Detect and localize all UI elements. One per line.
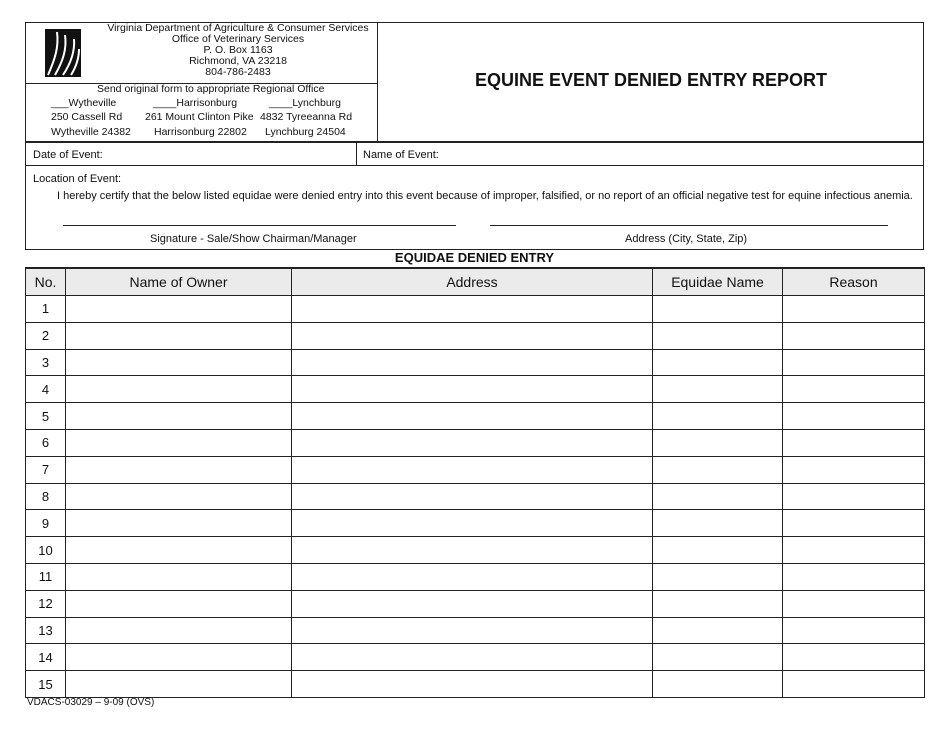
reason-cell[interactable]: [783, 296, 925, 323]
owner-cell[interactable]: [66, 322, 292, 349]
reason-cell[interactable]: [783, 456, 925, 483]
owner-cell[interactable]: [66, 429, 292, 456]
address-cell[interactable]: [292, 483, 653, 510]
equidae-name-cell[interactable]: [653, 322, 783, 349]
agency-office: Office of Veterinary Services: [171, 33, 305, 45]
address-line[interactable]: [490, 225, 888, 226]
agency-po-box: P. O. Box 1163: [203, 44, 273, 56]
equidae-name-cell[interactable]: [653, 429, 783, 456]
agency-name: Virginia Department of Agriculture & Consumer Services: [107, 22, 369, 34]
table-row: [26, 590, 925, 617]
agency-phone: 804-786-2483: [205, 66, 271, 78]
owner-cell[interactable]: [66, 296, 292, 323]
address-cell[interactable]: [292, 617, 653, 644]
owner-cell[interactable]: [66, 483, 292, 510]
table-row: [26, 671, 925, 698]
address-cell[interactable]: [292, 563, 653, 590]
address-cell[interactable]: [292, 376, 653, 403]
column-header-reason: Reason: [783, 268, 925, 296]
table-row: [26, 296, 925, 323]
equidae-name-cell[interactable]: [653, 563, 783, 590]
equidae-name-cell[interactable]: [653, 537, 783, 564]
reason-cell[interactable]: [783, 590, 925, 617]
reason-cell[interactable]: [783, 322, 925, 349]
event-row-divider: [356, 142, 357, 166]
table-row: [26, 617, 925, 644]
row-number: 8: [26, 483, 66, 510]
equidae-name-cell[interactable]: [653, 403, 783, 430]
address-cell[interactable]: [292, 429, 653, 456]
agency-city: Richmond, VA 23218: [189, 55, 287, 67]
row-number: 15: [26, 671, 66, 698]
column-header-no: No.: [26, 268, 66, 296]
table-row: [26, 563, 925, 590]
location-of-event-field[interactable]: Location of Event:: [33, 173, 122, 185]
form-number: VDACS-03029 – 9-09 (OVS): [27, 697, 155, 708]
equidae-name-cell[interactable]: [653, 510, 783, 537]
address-cell[interactable]: [292, 322, 653, 349]
owner-cell[interactable]: [66, 590, 292, 617]
address-cell[interactable]: [292, 644, 653, 671]
owner-cell[interactable]: [66, 510, 292, 537]
event-row: [25, 142, 924, 166]
equidae-name-cell[interactable]: [653, 617, 783, 644]
owner-cell[interactable]: [66, 403, 292, 430]
reason-cell[interactable]: [783, 403, 925, 430]
reason-cell[interactable]: [783, 429, 925, 456]
equidae-name-cell[interactable]: [653, 349, 783, 376]
signature-label: Signature - Sale/Show Chairman/Manager: [150, 233, 357, 245]
row-number: 4: [26, 376, 66, 403]
office-lynchburg-checkbox[interactable]: ____Lynchburg: [269, 97, 342, 109]
owner-cell[interactable]: [66, 563, 292, 590]
equidae-name-cell[interactable]: [653, 296, 783, 323]
address-cell[interactable]: [292, 510, 653, 537]
office-instruction: Send original form to appropriate Regional Office: [97, 83, 325, 95]
row-number: 3: [26, 349, 66, 376]
reason-cell[interactable]: [783, 483, 925, 510]
table-row: [26, 403, 925, 430]
reason-cell[interactable]: [783, 671, 925, 698]
date-of-event-field[interactable]: Date of Event:: [33, 149, 103, 161]
row-number: 6: [26, 429, 66, 456]
row-number: 7: [26, 456, 66, 483]
reason-cell[interactable]: [783, 537, 925, 564]
owner-cell[interactable]: [66, 671, 292, 698]
owner-cell[interactable]: [66, 617, 292, 644]
address-cell[interactable]: [292, 537, 653, 564]
office-lynchburg-city: Lynchburg 24504: [265, 126, 346, 138]
row-number: 2: [26, 322, 66, 349]
equidae-name-cell[interactable]: [653, 671, 783, 698]
equidae-name-cell[interactable]: [653, 483, 783, 510]
column-header-equidae-name: Equidae Name: [653, 268, 783, 296]
address-cell[interactable]: [292, 456, 653, 483]
table-row: [26, 376, 925, 403]
signature-line[interactable]: [63, 225, 456, 226]
vdacs-logo-icon: [45, 29, 81, 77]
table-row: [26, 349, 925, 376]
owner-cell[interactable]: [66, 349, 292, 376]
table-header-row: [26, 268, 925, 296]
equidae-name-cell[interactable]: [653, 590, 783, 617]
owner-cell[interactable]: [66, 376, 292, 403]
row-number: 1: [26, 296, 66, 323]
office-harrisonburg-checkbox[interactable]: ____Harrisonburg: [153, 97, 238, 109]
equidae-name-cell[interactable]: [653, 376, 783, 403]
column-header-address: Address: [292, 268, 653, 296]
equidae-name-cell[interactable]: [653, 644, 783, 671]
table-row: [26, 322, 925, 349]
reason-cell[interactable]: [783, 510, 925, 537]
address-label: Address (City, State, Zip): [625, 233, 748, 245]
reason-cell[interactable]: [783, 644, 925, 671]
owner-cell[interactable]: [66, 537, 292, 564]
address-cell[interactable]: [292, 349, 653, 376]
table-title: EQUIDAE DENIED ENTRY: [394, 250, 555, 265]
equidae-name-cell[interactable]: [653, 456, 783, 483]
table-row: [26, 644, 925, 671]
reason-cell[interactable]: [783, 617, 925, 644]
owner-cell[interactable]: [66, 456, 292, 483]
office-harrisonburg-city: Harrisonburg 22802: [154, 126, 247, 138]
table-row: [26, 483, 925, 510]
address-cell[interactable]: [292, 590, 653, 617]
address-cell[interactable]: [292, 296, 653, 323]
certification-statement: I hereby certify that the below listed equidae were denied entry into this event because of improper, falsified, or no report of an official negative test for equine infectious anemia.: [57, 190, 913, 202]
table-row: [26, 510, 925, 537]
row-number: 10: [26, 537, 66, 564]
table-row: [26, 537, 925, 564]
denied-entry-table: [25, 267, 925, 698]
report-title: EQUINE EVENT DENIED ENTRY REPORT: [474, 70, 828, 90]
address-cell[interactable]: [292, 671, 653, 698]
reason-cell[interactable]: [783, 376, 925, 403]
office-lynchburg-street: 4832 Tyreeanna Rd: [260, 111, 353, 123]
office-harrisonburg-street: 261 Mount Clinton Pike: [145, 111, 254, 123]
address-cell[interactable]: [292, 403, 653, 430]
row-number: 12: [26, 590, 66, 617]
office-wytheville-street: 250 Cassell Rd: [51, 111, 123, 123]
column-header-owner: Name of Owner: [66, 268, 292, 296]
table-row: [26, 456, 925, 483]
reason-cell[interactable]: [783, 349, 925, 376]
row-number: 13: [26, 617, 66, 644]
row-number: 14: [26, 644, 66, 671]
owner-cell[interactable]: [66, 644, 292, 671]
row-number: 9: [26, 510, 66, 537]
table-row: [26, 429, 925, 456]
row-number: 5: [26, 403, 66, 430]
office-wytheville-checkbox[interactable]: ___Wytheville: [51, 97, 117, 109]
row-number: 11: [26, 563, 66, 590]
reason-cell[interactable]: [783, 563, 925, 590]
name-of-event-field[interactable]: Name of Event:: [363, 149, 439, 161]
office-wytheville-city: Wytheville 24382: [51, 126, 131, 138]
